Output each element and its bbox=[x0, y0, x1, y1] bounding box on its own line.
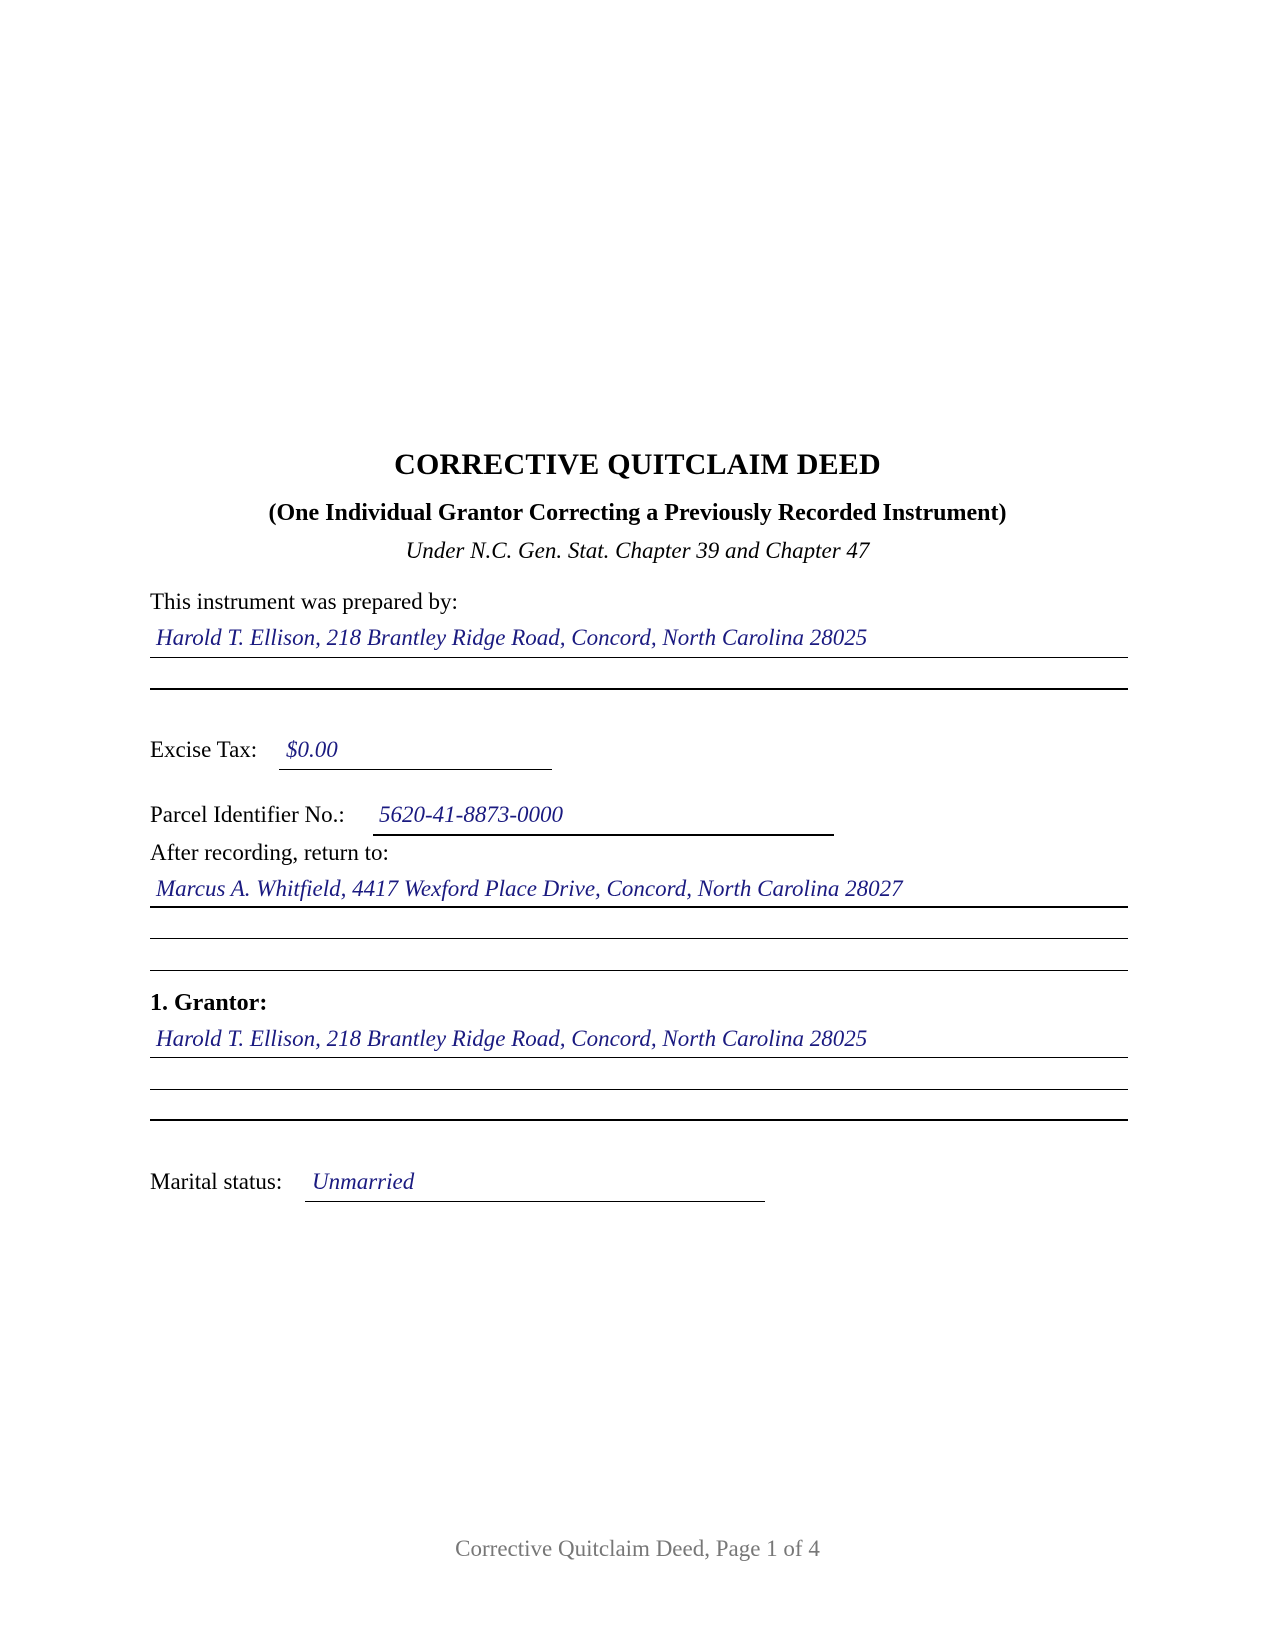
excise-tax-line bbox=[279, 769, 552, 770]
return-to-line-1 bbox=[150, 906, 1128, 908]
return-to-label: After recording, return to: bbox=[150, 840, 389, 865]
excise-tax-value[interactable]: $0.00 bbox=[286, 737, 338, 762]
document-title: CORRECTIVE QUITCLAIM DEED bbox=[394, 448, 881, 481]
return-to-line-3 bbox=[150, 970, 1128, 971]
marital-status-value[interactable]: Unmarried bbox=[312, 1169, 415, 1194]
document-subtitle: (One Individual Grantor Correcting a Previously Recorded Instrument) bbox=[268, 500, 1007, 526]
grantor-line-2 bbox=[150, 1089, 1128, 1090]
prepared-by-line-1 bbox=[150, 657, 1128, 658]
prepared-by-value[interactable]: Harold T. Ellison, 218 Brantley Ridge Road, Concord, North Carolina 28025 bbox=[156, 625, 868, 650]
marital-status-line bbox=[305, 1201, 765, 1202]
grantor-line-1 bbox=[150, 1057, 1128, 1058]
parcel-label: Parcel Identifier No.: bbox=[150, 802, 345, 827]
grantor-line-3 bbox=[150, 1119, 1128, 1121]
grantor-value[interactable]: Harold T. Ellison, 218 Brantley Ridge Road, Concord, North Carolina 28025 bbox=[156, 1026, 868, 1051]
statute-reference: Under N.C. Gen. Stat. Chapter 39 and Chapter 47 bbox=[405, 538, 870, 563]
parcel-line bbox=[373, 834, 834, 836]
excise-tax-label: Excise Tax: bbox=[150, 737, 258, 762]
return-to-line-2 bbox=[150, 938, 1128, 939]
prepared-by-line-2 bbox=[150, 688, 1128, 690]
prepared-by-label: This instrument was prepared by: bbox=[150, 589, 458, 614]
marital-status-label: Marital status: bbox=[150, 1169, 283, 1194]
return-to-value[interactable]: Marcus A. Whitfield, 4417 Wexford Place Drive, Concord, North Carolina 28027 bbox=[156, 876, 903, 901]
grantor-heading: 1. Grantor: bbox=[150, 990, 268, 1016]
parcel-value[interactable]: 5620-41-8873-0000 bbox=[379, 802, 563, 827]
page-footer: Corrective Quitclaim Deed, Page 1 of 4 bbox=[455, 1536, 820, 1561]
